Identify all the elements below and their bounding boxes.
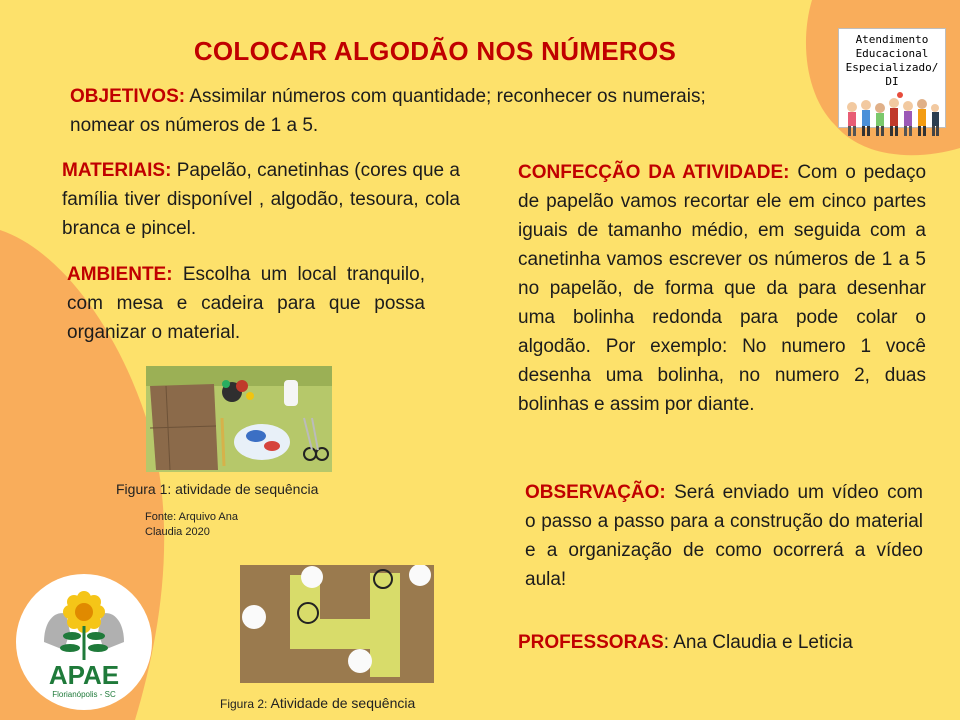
materiais-label: MATERIAIS: — [62, 160, 172, 181]
figura-2-caption — [220, 695, 415, 711]
apae-name: APAE — [48, 660, 120, 690]
number-four-illustration — [240, 565, 434, 683]
objetivos-line-1: Assimilar números com quantidade; reconhecer os numerais; — [189, 86, 706, 107]
figura-1-caption: Figura 1: atividade de sequência — [116, 481, 319, 497]
logo-line-2: Educacional — [855, 47, 929, 60]
children-illustration-icon — [842, 91, 942, 141]
ambiente-label: AMBIENTE: — [67, 264, 173, 285]
materiais-text: Papelão, canetinhas (cores que a família tiver disponível , algodão, tesoura, cola branca e pincel. — [62, 160, 460, 239]
objetivos-label: OBJETIVOS: — [70, 86, 186, 107]
figura-1-source-line-1: Fonte: Arquivo Ana — [145, 511, 238, 523]
confeccao-block — [518, 158, 926, 419]
ambiente-text: Escolha um local tranquilo, com mesa e cadeira para que possa organizar o material. — [67, 264, 425, 343]
page-title: COLOCAR ALGODÃO NOS NÚMEROS — [193, 36, 677, 66]
figura-2-caption-prefix: Figura 2: — [220, 697, 268, 711]
ambiente-block — [67, 260, 425, 347]
logo-line-3: Especializado/ DI — [845, 61, 939, 88]
confeccao-text: Com o pedaço de papelão vamos recortar ele em cinco partes iguais de tamanho médio, em seguida com a canetinha vamos escrever os números de 1 a 5 no papelão, de forma que da para desenhar uma bolinha redonda para pode colar o algodão. Por exemplo: No numero 1 você desenha uma bolinha, no numero 2, duas bolinhas e assim por diante. — [518, 162, 927, 415]
observacao-text: Será enviado um vídeo com o passo a passo para a construção do material e a organização de como ocorrerá a vídeo aula! — [525, 482, 923, 590]
materiais-block — [62, 156, 460, 243]
figura-2-photo — [240, 565, 434, 683]
figura-1-photo — [146, 366, 332, 472]
figura-1-source-line-2: Claudia 2020 — [145, 526, 210, 538]
professoras-label: PROFESSORAS — [518, 632, 664, 653]
apae-city: Florianópolis - SC — [52, 690, 116, 699]
professoras-text: : Ana Claudia e Leticia — [663, 632, 853, 653]
professoras-block — [518, 628, 918, 657]
objetivos-line-2: nomear os números de 1 a 5. — [70, 115, 319, 136]
aee-di-logo — [838, 28, 946, 128]
confeccao-label: CONFECÇÃO DA ATIVIDADE: — [518, 162, 790, 183]
apae-badge-icon — [14, 572, 154, 712]
observacao-block — [525, 478, 923, 594]
logo-line-1: Atendimento — [855, 33, 929, 46]
objetivos-block — [70, 82, 810, 140]
figura-1-source — [145, 510, 238, 540]
apae-logo — [14, 572, 154, 712]
observacao-label: OBSERVAÇÃO: — [525, 482, 666, 503]
materials-illustration — [146, 366, 332, 472]
figura-2-caption-text: Atividade de sequência — [270, 695, 416, 711]
